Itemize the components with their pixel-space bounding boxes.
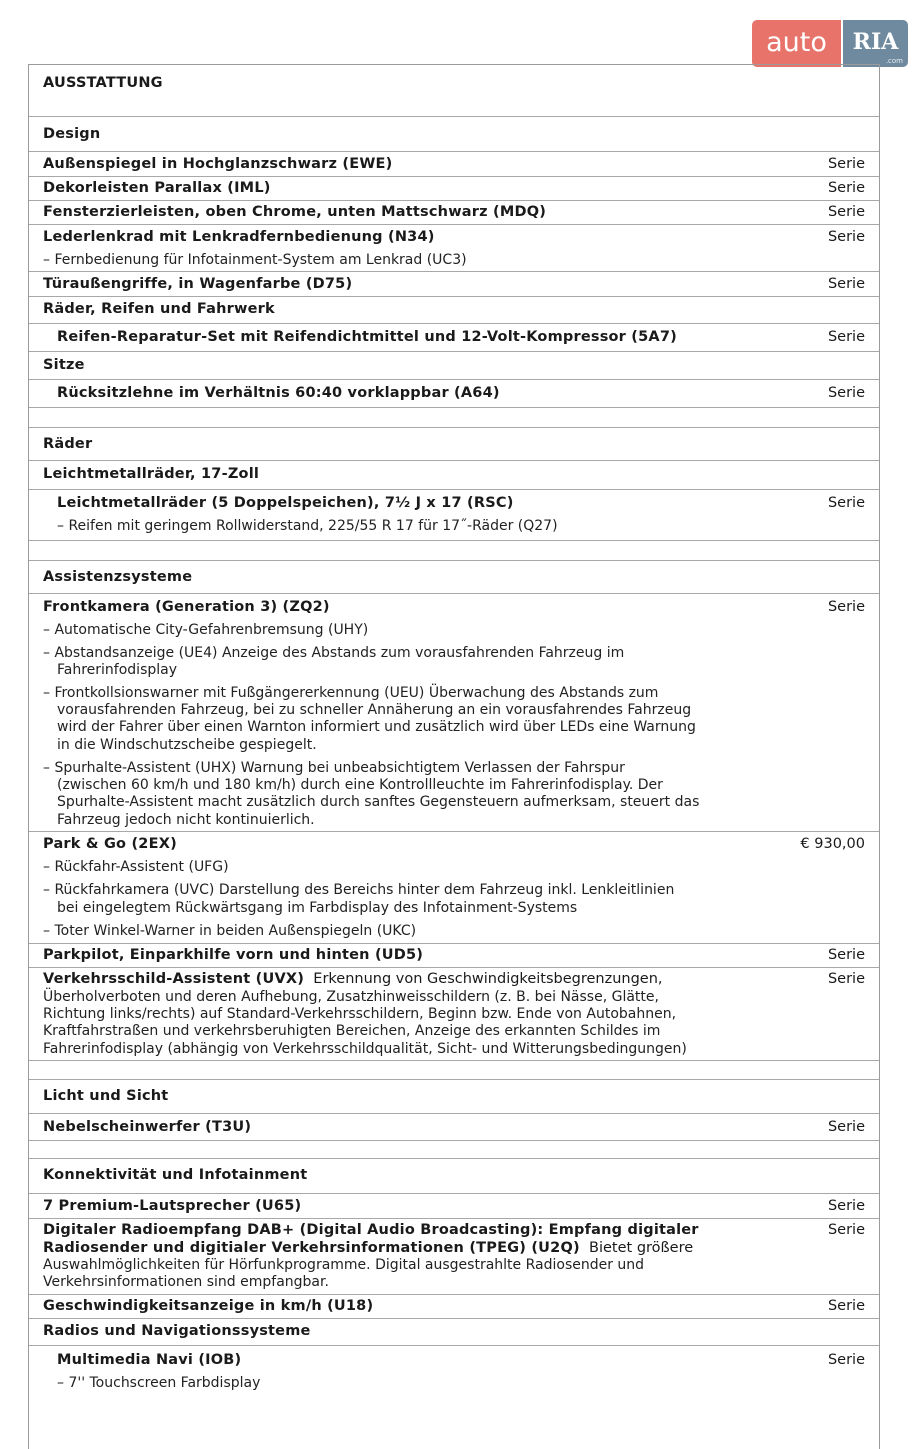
licht-heading: Licht und Sicht	[43, 1088, 169, 1104]
raeder-heading: Räder	[43, 436, 93, 452]
item-sub: – Abstandsanzeige (UE4) Anzeige des Abstands zum vorausfahrenden Fahrzeug im	[43, 645, 625, 661]
item-price: Serie	[827, 156, 865, 172]
item-price: Serie	[827, 229, 865, 245]
item-sub: Spurhalte-Assistent macht zusätzlich durch sanftes Gegensteuern aufmerksam, steuert das	[57, 794, 700, 810]
logo-ria: RIA	[843, 20, 908, 67]
item-sub: Fahrerinfodisplay	[57, 662, 178, 678]
subheading: Radios und Navigationssysteme	[43, 1323, 311, 1339]
item-sub: Verkehrsinformationen sind empfangbar.	[43, 1274, 329, 1290]
item-sub: Überholverboten und deren Aufhebung, Zusatzhinweisschildern (z. B. bei Nässe, Glätte,	[43, 989, 659, 1005]
item-price: Serie	[827, 599, 865, 615]
subheading: Räder, Reifen und Fahrwerk	[43, 301, 275, 317]
item-name: Park & Go (2EX)	[43, 836, 177, 852]
item-name: Verkehrsschild-Assistent (UVX)	[43, 971, 305, 987]
item-name: Leichtmetallräder (5 Doppelspeichen), 7½ J x 17 (RSC)	[57, 495, 514, 511]
item-sub: in die Windschutzscheibe gespiegelt.	[57, 737, 317, 753]
item-sub: Fahrzeug jedoch nicht kontinuierlich.	[57, 812, 315, 828]
item-name: Frontkamera (Generation 3) (ZQ2)	[43, 599, 330, 615]
item-sub: – Frontkollsionswarner mit Fußgängererkennung (UEU) Überwachung des Abstands zum	[43, 685, 659, 701]
item-price: Serie	[827, 276, 865, 292]
item-name: Lederlenkrad mit Lenkradfernbedienung (N34)	[43, 229, 435, 245]
subheading: Leichtmetallräder, 17-Zoll	[43, 466, 260, 482]
item-sub: bei eingelegtem Rückwärtsgang im Farbdisplay des Infotainment-Systems	[57, 900, 578, 916]
item-name: Digitaler Radioempfang DAB+ (Digital Audio Broadcasting): Empfang digitaler	[43, 1222, 699, 1238]
item-price: Serie	[827, 1352, 865, 1368]
item-sub: – Spurhalte-Assistent (UHX) Warnung bei unbeabsichtigtem Verlassen der Fahrspur	[43, 760, 625, 776]
item-name: Rücksitzlehne im Verhältnis 60:40 vorklappbar (A64)	[57, 385, 500, 401]
item-sub: – Fernbedienung für Infotainment-System am Lenkrad (UC3)	[43, 252, 467, 268]
item-price: Serie	[827, 1198, 865, 1214]
item-sub: – Toter Winkel-Warner in beiden Außenspiegeln (UKC)	[43, 923, 417, 939]
item-name: Parkpilot, Einparkhilfe vorn und hinten (UD5)	[43, 947, 424, 963]
item-sub: Auswahlmöglichkeiten für Hörfunkprogramme. Digital ausgestrahlte Radiosender und	[43, 1257, 645, 1273]
item-name: Nebelscheinwerfer (T3U)	[43, 1119, 252, 1135]
item-sub: Richtung links/rechts) auf Standard-Verkehrsschildern, Beginn bzw. Ende von Autobahnen,	[43, 1006, 677, 1022]
section-title: AUSSTATTUNG	[43, 75, 163, 91]
design-heading: Design	[43, 126, 101, 142]
item-sub: Kraftfahrstraßen und verkehrsberuhigten Bereichen, Anzeige des erkannten Schildes im	[43, 1023, 661, 1039]
logo-auto: auto	[752, 20, 841, 67]
item-sub: – Reifen mit geringem Rollwiderstand, 225/55 R 17 für 17˝-Räder (Q27)	[57, 518, 558, 534]
item-name: Radiosender und digitialer Verkehrsinformationen (TPEG) (U2Q)	[43, 1240, 580, 1256]
item-price: Serie	[827, 1298, 865, 1314]
konnekt-heading: Konnektivität und Infotainment	[43, 1167, 308, 1183]
item-sub: wird der Fahrer über einen Warnton informiert und zusätzlich wird über LEDs eine Warnung	[57, 719, 696, 735]
item-name: Multimedia Navi (IOB)	[57, 1352, 242, 1368]
item-name: Türaußengriffe, in Wagenfarbe (D75)	[43, 276, 353, 292]
item-name: Außenspiegel in Hochglanzschwarz (EWE)	[43, 156, 393, 172]
item-desc: Bietet größere	[589, 1240, 694, 1256]
item-sub: – 7'' Touchscreen Farbdisplay	[57, 1375, 261, 1391]
item-sub: – Rückfahrkamera (UVC) Darstellung des Bereichs hinter dem Fahrzeug inkl. Lenkleitlinien	[43, 882, 675, 898]
item-price: € 930,00	[800, 836, 865, 852]
item-sub: vorausfahrenden Fahrzeug, bei zu schneller Annäherung an ein vorausfahrendes Fahrzeug	[57, 702, 692, 718]
logo-com: .com	[885, 57, 903, 65]
item-name: Fensterzierleisten, oben Chrome, unten Mattschwarz (MDQ)	[43, 204, 547, 220]
item-price: Serie	[827, 329, 865, 345]
item-name: Dekorleisten Parallax (IML)	[43, 180, 271, 196]
item-name: 7 Premium-Lautsprecher (U65)	[43, 1198, 302, 1214]
subheading: Sitze	[43, 357, 85, 373]
item-sub: (zwischen 60 km/h und 180 km/h) durch eine Kontrollleuchte im Fahrerinfodisplay. Der	[57, 777, 663, 793]
item-price: Serie	[827, 385, 865, 401]
item-price: Serie	[827, 1222, 865, 1238]
item-sub: – Automatische City-Gefahrenbremsung (UHY)	[43, 622, 369, 638]
item-name: Geschwindigkeitsanzeige in km/h (U18)	[43, 1298, 374, 1314]
equipment-sheet	[28, 64, 880, 1449]
item-desc: Erkennung von Geschwindigkeitsbegrenzungen,	[313, 971, 663, 987]
item-price: Serie	[827, 1119, 865, 1135]
item-text	[43, 971, 663, 989]
item-text	[43, 1240, 693, 1258]
item-price: Serie	[827, 495, 865, 511]
item-price: Serie	[827, 180, 865, 196]
item-price: Serie	[827, 971, 865, 987]
item-name: Reifen-Reparatur-Set mit Reifendichtmittel und 12-Volt-Kompressor (5A7)	[57, 329, 677, 345]
assist-heading: Assistenzsysteme	[43, 569, 193, 585]
item-price: Serie	[827, 204, 865, 220]
item-price: Serie	[827, 947, 865, 963]
item-sub: Fahrerinfodisplay (abhängig von Verkehrsschildqualität, Sicht- und Witterungsbedingungen)	[43, 1041, 687, 1057]
item-sub: – Rückfahr-Assistent (UFG)	[43, 859, 229, 875]
autoria-logo	[752, 20, 908, 67]
